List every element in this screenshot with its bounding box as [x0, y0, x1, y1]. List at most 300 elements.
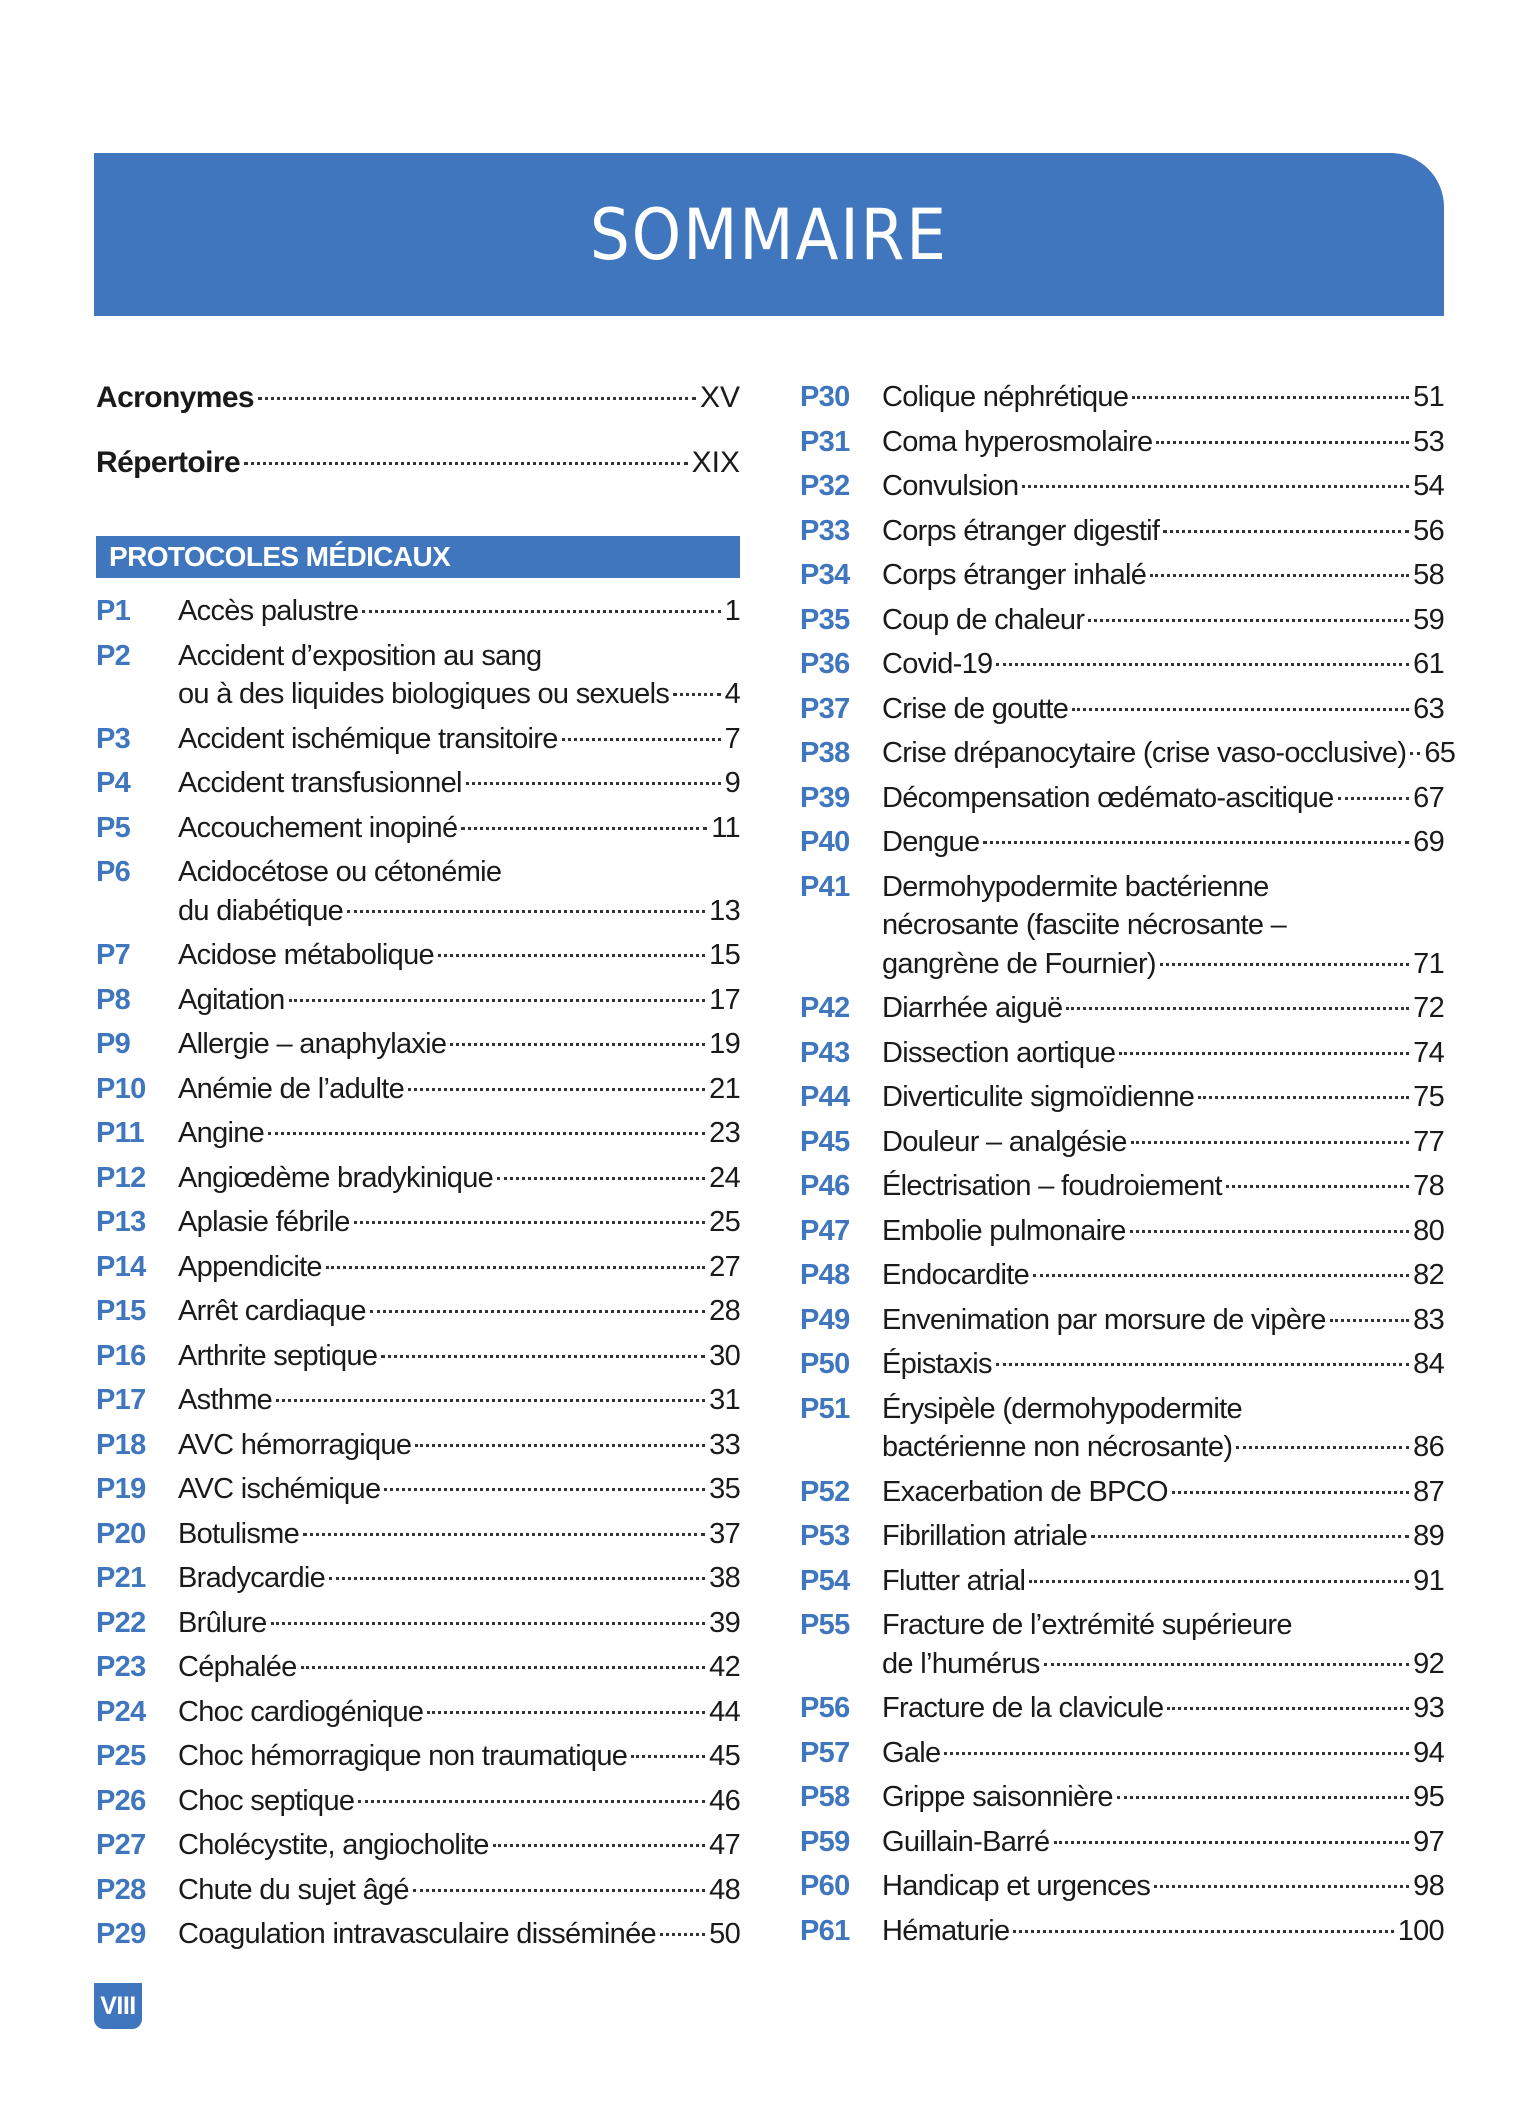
toc-entry-p28[interactable] [96, 1871, 740, 1910]
entry-body [178, 1470, 740, 1509]
protocol-code: P12 [96, 1161, 146, 1194]
toc-entry-p14[interactable] [96, 1248, 740, 1287]
toc-entry-p51[interactable] [800, 1390, 1444, 1467]
entry-page-number: 77 [1413, 1125, 1444, 1158]
toc-entry-p34[interactable] [800, 556, 1444, 595]
protocol-code: P17 [96, 1384, 146, 1416]
protocol-code: P18 [96, 1428, 146, 1461]
dot-leader [497, 1177, 705, 1180]
entry-body [882, 1345, 1444, 1384]
entry-body [178, 1426, 740, 1465]
entry-title-line: Envenimation par morsure de vipère [882, 1303, 1326, 1336]
entry-title-line: Choc septique [178, 1784, 355, 1817]
entry-page-number: 47 [709, 1829, 740, 1861]
entry-page-number: 35 [709, 1473, 740, 1505]
toc-entry-p32[interactable] [800, 467, 1444, 506]
dot-leader [466, 782, 721, 785]
entry-page-number: 92 [1413, 1647, 1444, 1680]
entry-title-row [882, 1645, 1444, 1684]
toc-entry-p6[interactable] [96, 853, 740, 930]
entry-title-row [178, 1070, 740, 1109]
entry-title-line: bactérienne non nécrosante) [882, 1431, 1233, 1463]
entry-body [178, 1693, 740, 1732]
entry-title-line: Fracture de la clavicule [882, 1692, 1164, 1724]
entry-title-line: Décompensation œdémato-ascitique [882, 781, 1334, 814]
dot-leader [1072, 708, 1409, 711]
toc-entry-p11[interactable] [96, 1114, 740, 1153]
entry-title-line: Embolie pulmonaire [882, 1214, 1126, 1247]
toc-entry-p39[interactable] [800, 779, 1444, 818]
entry-body [178, 1915, 740, 1954]
entry-title-line: Crise drépanocytaire (crise vaso-occlusive) [882, 737, 1407, 769]
entry-page-number: 7 [724, 722, 740, 755]
entry-body [882, 1562, 1444, 1601]
entry-page-number: 56 [1413, 514, 1444, 547]
entry-page-number: 25 [709, 1206, 740, 1238]
dot-leader [384, 1488, 705, 1491]
entry-title-row [882, 423, 1444, 462]
toc-entry-p1[interactable] [96, 592, 740, 631]
toc-entry-repertoire[interactable] [96, 443, 740, 483]
entry-body [882, 989, 1444, 1028]
entry-title-row [882, 1562, 1444, 1601]
toc-entry-p42[interactable] [800, 989, 1444, 1028]
entry-body [178, 1648, 740, 1687]
dot-leader [1338, 797, 1410, 800]
protocol-code: P3 [96, 722, 131, 755]
toc-entry-p24[interactable] [96, 1693, 740, 1732]
toc-entry-p22[interactable] [96, 1604, 740, 1643]
dot-leader [631, 1755, 705, 1758]
entry-title-line: Choc hémorragique non traumatique [178, 1740, 628, 1772]
toc-entry-p15[interactable] [96, 1292, 740, 1331]
entry-title-row [178, 1604, 740, 1643]
toc-entry-p44[interactable] [800, 1078, 1444, 1117]
entry-title-row [882, 1912, 1444, 1951]
toc-entry-p61[interactable] [800, 1912, 1444, 1951]
entry-title-row [178, 1693, 740, 1732]
toc-entry-p50[interactable] [800, 1345, 1444, 1384]
dot-leader [1066, 1007, 1409, 1010]
toc-entry-p49[interactable] [800, 1301, 1444, 1340]
dot-leader [427, 1711, 705, 1714]
entry-title-line: Arthrite septique [178, 1339, 378, 1372]
entry-title-row [882, 601, 1444, 640]
entry-title-line: Gale [882, 1736, 941, 1769]
entry-body [882, 1212, 1444, 1251]
toc-column-left [96, 378, 740, 1960]
entry-title-line: Angine [178, 1117, 265, 1149]
dot-leader [450, 1043, 705, 1046]
title-banner [94, 153, 1444, 316]
entry-body [178, 1737, 740, 1776]
protocol-code: P50 [800, 1348, 850, 1380]
dot-leader [413, 1889, 705, 1892]
entry-title-line: Asthme [178, 1384, 273, 1416]
protocol-code: P58 [800, 1781, 850, 1813]
entry-page-number: 24 [709, 1161, 740, 1194]
entry-title-row [178, 764, 740, 803]
entry-title-row [178, 1292, 740, 1331]
entry-body [178, 809, 740, 848]
protocol-code: P54 [800, 1564, 850, 1597]
toc-label: Répertoire [96, 446, 241, 479]
protocol-code: P5 [96, 811, 131, 844]
entry-title-line: Diarrhée aiguë [882, 992, 1063, 1024]
entry-title-row [178, 720, 740, 759]
protocol-code: P4 [96, 767, 131, 799]
protocol-code: P6 [96, 856, 131, 888]
dot-leader [354, 1221, 705, 1224]
section-header-protocoles: PROTOCOLES MÉDICAUX [96, 536, 740, 578]
toc-entry-p21[interactable] [96, 1559, 740, 1598]
dot-leader [1410, 752, 1420, 755]
entry-title-line: Agitation [178, 983, 285, 1016]
dot-leader [347, 910, 705, 913]
protocol-code: P10 [96, 1072, 146, 1105]
entry-title-line: Corps étranger digestif [882, 514, 1160, 547]
protocol-code: P32 [800, 470, 850, 502]
protocol-code: P41 [800, 870, 850, 903]
entry-page-number: 82 [1413, 1259, 1444, 1291]
dot-leader [1132, 396, 1409, 399]
entry-page-number: 84 [1413, 1348, 1444, 1380]
entry-title-row [178, 1337, 740, 1376]
entry-body [882, 1078, 1444, 1117]
entry-body [178, 1782, 740, 1821]
entry-page-number: 72 [1413, 992, 1444, 1024]
toc-entry-p59[interactable] [800, 1823, 1444, 1862]
entry-title-row [178, 1025, 740, 1064]
toc-entry-p40[interactable] [800, 823, 1444, 862]
toc-entry-p55[interactable] [800, 1606, 1444, 1683]
protocol-code: P31 [800, 425, 850, 458]
entry-body [882, 690, 1444, 729]
protocol-code: P39 [800, 781, 850, 814]
entry-title-line: Accès palustre [178, 595, 359, 627]
toc-entry-p38[interactable] [800, 734, 1456, 773]
entry-title-row [178, 892, 740, 931]
entry-page-number: 30 [709, 1339, 740, 1372]
entry-title-row [882, 1078, 1444, 1117]
entry-title-row [178, 1381, 740, 1420]
toc-entry-p46[interactable] [800, 1167, 1444, 1206]
entry-title-line: de l’humérus [882, 1647, 1040, 1680]
toc-entry-p48[interactable] [800, 1256, 1444, 1295]
entry-title-row [882, 1867, 1444, 1906]
protocol-list-right [800, 378, 1456, 1950]
toc-entry-p9[interactable] [96, 1025, 740, 1064]
toc-entry-p10[interactable] [96, 1070, 740, 1109]
protocol-code: P16 [96, 1339, 146, 1372]
dot-leader [271, 1622, 706, 1625]
entry-title-line: Coma hyperosmolaire [882, 425, 1153, 458]
entry-title-line: Flutter atrial [882, 1564, 1026, 1597]
protocol-code: P22 [96, 1606, 146, 1639]
toc-entry-p20[interactable] [96, 1515, 740, 1554]
entry-body [882, 1912, 1444, 1951]
entry-body [178, 853, 740, 930]
protocol-code: P36 [800, 648, 850, 680]
dot-leader [493, 1844, 705, 1847]
toc-entry-p13[interactable] [96, 1203, 740, 1242]
entry-page-number: 75 [1413, 1081, 1444, 1113]
entry-title-row [178, 1826, 740, 1865]
dot-leader [1088, 619, 1409, 622]
protocol-code: P19 [96, 1473, 146, 1505]
dot-leader [1160, 963, 1409, 966]
entry-title-line: AVC ischémique [178, 1473, 381, 1505]
toc-column-right [800, 378, 1456, 1956]
entry-body [882, 556, 1444, 595]
toc-entry-p2[interactable] [96, 637, 740, 714]
toc-entry-p8[interactable] [96, 981, 740, 1020]
dot-leader [415, 1444, 705, 1447]
entry-body [882, 378, 1444, 417]
protocol-code: P30 [800, 381, 850, 413]
toc-entry-p36[interactable] [800, 645, 1444, 684]
entry-page-number: 44 [709, 1695, 740, 1728]
entry-page-number: 53 [1413, 425, 1444, 458]
entry-page-number: 38 [709, 1562, 740, 1594]
entry-page-number: 93 [1413, 1692, 1444, 1724]
page-number-badge: VIII [94, 1983, 142, 2029]
toc-entry-p25[interactable] [96, 1737, 740, 1776]
toc-entry-p16[interactable] [96, 1337, 740, 1376]
protocol-code: P51 [800, 1392, 850, 1425]
dot-leader [1117, 1796, 1409, 1799]
entry-page-number: 63 [1413, 692, 1444, 725]
dot-leader [983, 841, 1409, 844]
entry-title-row [882, 512, 1444, 551]
toc-entry-p18[interactable] [96, 1426, 740, 1465]
dot-leader [244, 462, 688, 465]
entry-body [882, 1034, 1444, 1073]
dot-leader [1163, 530, 1409, 533]
entry-page-number: 46 [709, 1784, 740, 1817]
toc-entry-p41[interactable] [800, 868, 1444, 984]
protocol-code: P29 [96, 1918, 146, 1950]
toc-entry-p54[interactable] [800, 1562, 1444, 1601]
entry-body [882, 423, 1444, 462]
protocol-code: P11 [96, 1117, 144, 1149]
entry-title-line: Bradycardie [178, 1562, 326, 1594]
entry-body [882, 823, 1444, 862]
toc-entry-p26[interactable] [96, 1782, 740, 1821]
dot-leader [1236, 1446, 1409, 1449]
protocol-code: P47 [800, 1214, 850, 1247]
entry-page-number: 98 [1413, 1870, 1444, 1902]
dot-leader [362, 610, 720, 613]
protocol-code: P45 [800, 1125, 850, 1158]
entry-title-line: Corps étranger inhalé [882, 559, 1147, 591]
entry-body [882, 868, 1444, 984]
toc-entry-p45[interactable] [800, 1123, 1444, 1162]
toc-entry-p30[interactable] [800, 378, 1444, 417]
entry-body [178, 936, 740, 975]
dot-leader [1091, 1535, 1409, 1538]
entry-body [882, 1823, 1444, 1862]
entry-body [882, 1301, 1444, 1340]
toc-page: XV [699, 381, 740, 414]
entry-title-line: Acidose métabolique [178, 939, 434, 971]
dot-leader [1131, 1141, 1409, 1144]
entry-body [882, 1256, 1444, 1295]
entry-title-row [178, 1559, 740, 1598]
protocol-code: P37 [800, 692, 850, 725]
entry-body [178, 1559, 740, 1598]
entry-title-line: Convulsion [882, 470, 1019, 502]
entry-title-line: Colique néphrétique [882, 381, 1129, 413]
dot-leader [1226, 1185, 1409, 1188]
dot-leader [370, 1310, 705, 1313]
entry-title-row [178, 1915, 740, 1954]
toc-entry-p27[interactable] [96, 1826, 740, 1865]
entry-title-line: AVC hémorragique [178, 1428, 412, 1461]
entry-body [882, 779, 1444, 818]
entry-title-line: nécrosante (fasciite nécrosante – [882, 909, 1287, 941]
entry-page-number: 97 [1413, 1825, 1444, 1858]
protocol-code: P15 [96, 1295, 146, 1327]
toc-entry-p56[interactable] [800, 1689, 1444, 1728]
entry-page-number: 61 [1413, 648, 1444, 680]
toc-entry-p43[interactable] [800, 1034, 1444, 1073]
entry-page-number: 100 [1397, 1914, 1444, 1947]
toc-entry-p58[interactable] [800, 1778, 1444, 1817]
entry-body [882, 1517, 1444, 1556]
entry-title-row [882, 823, 1444, 862]
entry-body [882, 1734, 1444, 1773]
entry-body [882, 1473, 1444, 1512]
toc-entry-p35[interactable] [800, 601, 1444, 640]
entry-body [178, 1159, 740, 1198]
dot-leader [303, 1533, 705, 1536]
toc-entry-p4[interactable] [96, 764, 740, 803]
toc-entry-p23[interactable] [96, 1648, 740, 1687]
protocol-code: P35 [800, 603, 850, 636]
toc-entry-p12[interactable] [96, 1159, 740, 1198]
entry-page-number: 28 [709, 1295, 740, 1327]
entry-body [882, 1606, 1444, 1683]
entry-title-line: Fracture de l’extrémité supérieure [882, 1609, 1292, 1641]
entry-page-number: 74 [1413, 1036, 1444, 1069]
entry-body [882, 645, 1444, 684]
protocol-code: P1 [96, 595, 131, 627]
entry-title-row [178, 1426, 740, 1465]
entry-page-number: 58 [1413, 559, 1444, 591]
protocol-code: P59 [800, 1825, 850, 1858]
entry-title-row [178, 1159, 740, 1198]
toc-entry-p37[interactable] [800, 690, 1444, 729]
toc-entry-p47[interactable] [800, 1212, 1444, 1251]
entry-title-line: Douleur – analgésie [882, 1125, 1127, 1158]
entry-page-number: 4 [724, 678, 740, 710]
toc-entry-p33[interactable] [800, 512, 1444, 551]
entry-title-line: Angiœdème bradykinique [178, 1161, 494, 1194]
entry-body [882, 1867, 1444, 1906]
entry-title-line: ou à des liquides biologiques ou sexuels [178, 678, 670, 710]
entry-body [178, 1114, 740, 1153]
entry-body [178, 592, 740, 631]
dot-leader [268, 1132, 705, 1135]
entry-page-number: 21 [709, 1072, 740, 1105]
entry-title-row [882, 945, 1444, 984]
toc-entry-p57[interactable] [800, 1734, 1444, 1773]
toc-entry-p31[interactable] [800, 423, 1444, 462]
entry-body [178, 637, 740, 714]
toc-label: Acronymes [96, 381, 255, 414]
entry-body [178, 720, 740, 759]
entry-title-line: Brûlure [178, 1606, 267, 1639]
entry-body [178, 1604, 740, 1643]
dot-leader [562, 738, 721, 741]
dot-leader [289, 999, 706, 1002]
toc-entry-p17[interactable] [96, 1381, 740, 1420]
toc-entry-acronymes[interactable] [96, 378, 740, 418]
dot-leader [1054, 1841, 1410, 1844]
entry-title-row [178, 1648, 740, 1687]
protocol-code: P61 [800, 1914, 850, 1947]
protocol-code: P40 [800, 826, 850, 858]
entry-title-line: Crise de goutte [882, 692, 1069, 725]
entry-title-line: Handicap et urgences [882, 1870, 1151, 1902]
toc-page: XIX [691, 446, 740, 479]
protocol-code: P44 [800, 1081, 850, 1113]
entry-title-line: Aplasie fébrile [178, 1206, 350, 1238]
entry-page-number: 51 [1413, 381, 1444, 413]
dot-leader [326, 1266, 705, 1269]
entry-body [882, 601, 1444, 640]
protocol-code: P53 [800, 1520, 850, 1552]
entry-body [882, 1123, 1444, 1162]
toc-entry-p52[interactable] [800, 1473, 1444, 1512]
toc-entry-p53[interactable] [800, 1517, 1444, 1556]
entry-body [178, 764, 740, 803]
dot-leader [358, 1800, 705, 1803]
dot-leader [944, 1752, 1409, 1755]
toc-entry-p19[interactable] [96, 1470, 740, 1509]
entry-title-line: Accident transfusionnel [178, 767, 462, 799]
entry-title-line: Dissection aortique [882, 1036, 1116, 1069]
protocol-code: P55 [800, 1609, 850, 1641]
toc-entry-p7[interactable] [96, 936, 740, 975]
toc-entry-p3[interactable] [96, 720, 740, 759]
entry-body [178, 981, 740, 1020]
entry-title-line: Hématurie [882, 1914, 1010, 1947]
protocol-code: P49 [800, 1303, 850, 1336]
dot-leader [408, 1088, 705, 1091]
toc-entry-p29[interactable] [96, 1915, 740, 1954]
toc-entry-p5[interactable] [96, 809, 740, 848]
entry-body [882, 734, 1456, 773]
protocol-code: P27 [96, 1829, 146, 1861]
dot-leader [301, 1666, 706, 1669]
protocol-code: P42 [800, 992, 850, 1024]
entry-title-line: Chute du sujet âgé [178, 1873, 409, 1906]
protocol-code: P38 [800, 737, 850, 769]
entry-title-line: Dengue [882, 826, 980, 858]
protocol-list-left [96, 592, 740, 1954]
entry-title-row [178, 1871, 740, 1910]
entry-title-row [882, 690, 1444, 729]
entry-title-row [882, 556, 1444, 595]
protocol-code: P14 [96, 1250, 146, 1283]
entry-title-line: Cholécystite, angiocholite [178, 1829, 489, 1861]
entry-title-line: Exacerbation de BPCO [882, 1475, 1168, 1508]
dot-leader [329, 1577, 705, 1580]
toc-entry-p60[interactable] [800, 1867, 1444, 1906]
entry-page-number: 13 [709, 894, 740, 927]
